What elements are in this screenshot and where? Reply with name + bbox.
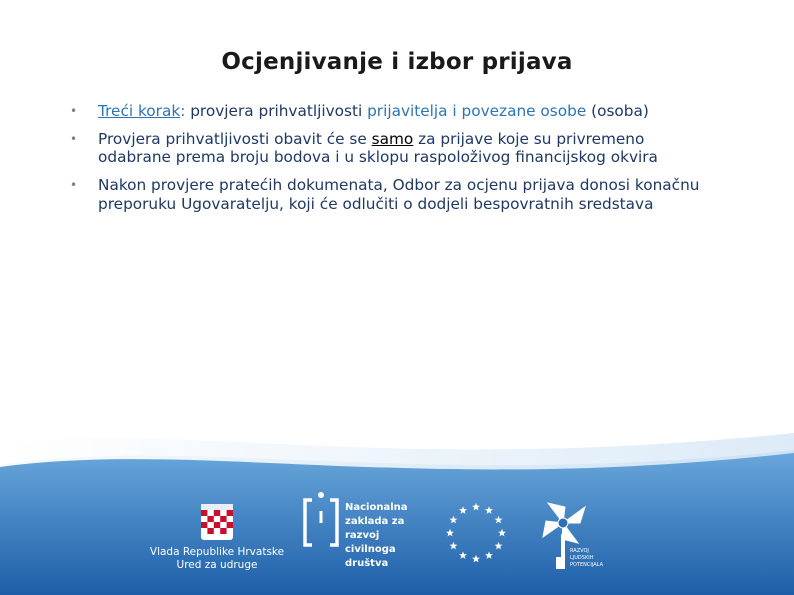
vlada-line1: Vlada Republike Hrvatske xyxy=(149,546,285,558)
zaklada-line1: Nacionalna xyxy=(345,502,408,513)
bullet-text-a: provjera prihvatljivosti xyxy=(190,102,368,120)
zaklada-line4: civilnoga xyxy=(345,544,396,555)
footer-banner xyxy=(0,395,794,595)
bullet-text-c: (osoba) xyxy=(586,102,649,120)
bullet-text: Nakon provjere pratećih dokumenata, Odbor za ocjenu prijava donosi konačnu preporuku Ugovaratelju, koji će odlučiti o dodjeli bespovratnih sredstava xyxy=(98,176,700,213)
rlp-line3: POTENCIJALA xyxy=(570,562,603,568)
zaklada-line5: društva xyxy=(345,558,389,569)
step-label: Treći korak xyxy=(98,102,181,120)
bullet-item-2 xyxy=(70,130,710,167)
rlp-line2: LJUDSKIH xyxy=(570,555,594,561)
step-colon: : xyxy=(180,102,191,120)
slide-title: Ocjenjivanje i izbor prijava xyxy=(221,49,573,75)
bullet-icon: • xyxy=(70,104,78,118)
zaklada-line3: razvoj xyxy=(345,530,380,541)
bullet-list xyxy=(70,102,710,223)
rlp-line1: RAZVOJ xyxy=(570,548,589,554)
bullet-text-b: za prijave koje su privremeno odabrane prema broju bodova i u sklopu raspoloživog financijskog okvira xyxy=(98,129,658,167)
zaklada-line2: zaklada za xyxy=(345,516,405,527)
bullet-item-1 xyxy=(70,102,710,121)
vlada-line2: Ured za udruge xyxy=(176,559,258,571)
croatian-coat-of-arms-icon xyxy=(201,504,233,540)
bullet-icon: • xyxy=(70,178,78,193)
bullet-emphasis: samo xyxy=(371,129,414,148)
bullet-icon: • xyxy=(70,131,78,146)
bullet-text-b: prijavitelja i povezane osobe xyxy=(367,102,587,120)
bullet-item-3 xyxy=(70,176,710,213)
bullet-text-a: Provjera prihvatljivosti obavit će se xyxy=(98,129,372,148)
